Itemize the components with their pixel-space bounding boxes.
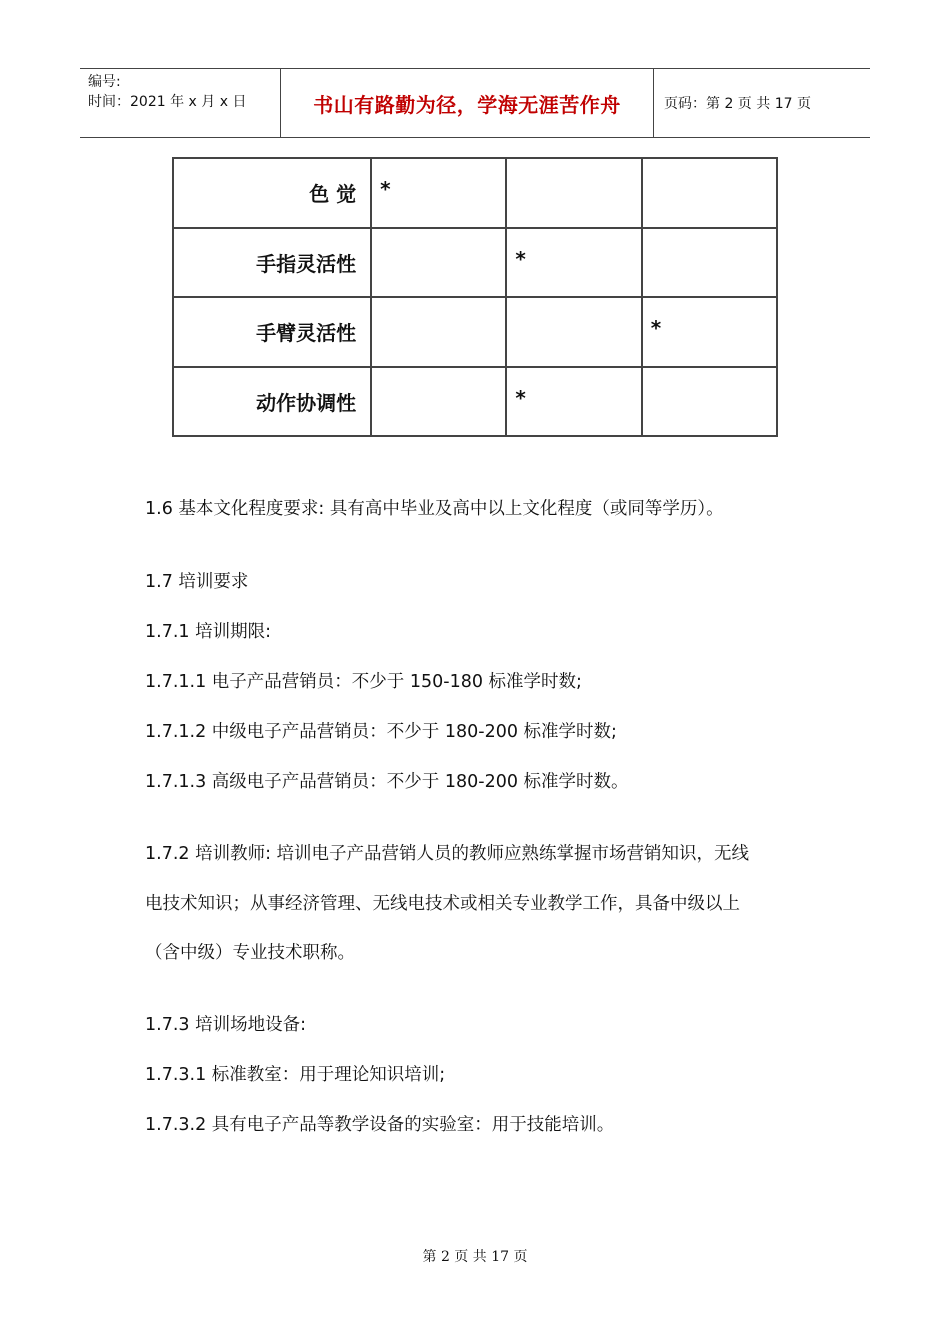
- header-page-info: 页码：第 2 页 共 17 页: [664, 96, 811, 112]
- table-cell: [642, 158, 777, 228]
- table-cell: [642, 228, 777, 298]
- table-cell: [371, 228, 506, 298]
- paragraph-education-requirement: 1.6 基本文化程度要求: 具有高中毕业及高中以上文化程度（或同等学历）。: [145, 499, 724, 519]
- table-row: [173, 158, 777, 228]
- ability-requirements-table: [172, 157, 778, 437]
- page-footer: 第 2 页 共 17 页: [422, 1249, 528, 1265]
- row-label: 手臂灵活性: [173, 297, 371, 367]
- page-header: [80, 68, 870, 138]
- header-motto-cell: [281, 69, 654, 137]
- table-cell: [371, 297, 506, 367]
- paragraph-period-basic: 1.7.1.1 电子产品营销员：不少于 150-180 标准学时数;: [145, 672, 582, 692]
- row-label: 手指灵活性: [173, 228, 371, 298]
- table-cell: [506, 158, 641, 228]
- heading-training-period: 1.7.1 培训期限:: [145, 622, 271, 642]
- table-row: [173, 297, 777, 367]
- paragraph-facility-laboratory: 1.7.3.2 具有电子产品等教学设备的实验室：用于技能培训。: [145, 1115, 615, 1135]
- paragraph-period-advanced: 1.7.1.3 高级电子产品营销员：不少于 180-200 标准学时数。: [145, 772, 629, 792]
- table-cell: [506, 297, 641, 367]
- paragraph-period-intermediate: 1.7.1.2 中级电子产品营销员：不少于 180-200 标准学时数;: [145, 722, 617, 742]
- row-label: 动作协调性: [173, 367, 371, 437]
- table-cell: [371, 367, 506, 437]
- table-cell: *: [506, 367, 641, 437]
- paragraph-facility-classroom: 1.7.3.1 标准教室：用于理论知识培训;: [145, 1065, 446, 1085]
- paragraph-teachers-line3: （含中级）专业技术职称。: [145, 943, 355, 963]
- paragraph-teachers-line2: 电技术知识；从事经济管理、无线电技术或相关专业教学工作，具备中级以上: [145, 894, 740, 914]
- header-motto: 书山有路勤为径，学海无涯苦作舟: [313, 92, 621, 117]
- heading-training-requirements: 1.7 培训要求: [145, 572, 249, 592]
- table-row: [173, 228, 777, 298]
- table-row: [173, 367, 777, 437]
- table-cell: [642, 367, 777, 437]
- paragraph-teachers-line1: 1.7.2 培训教师: 培训电子产品营销人员的教师应熟练掌握市场营销知识，无线: [145, 844, 750, 864]
- table-cell: *: [506, 228, 641, 298]
- document-number-label: 编号:: [88, 74, 121, 90]
- heading-training-facilities: 1.7.3 培训场地设备:: [145, 1015, 306, 1035]
- table-cell: *: [642, 297, 777, 367]
- document-time-label: 时间：2021 年 x 月 x 日: [88, 94, 247, 110]
- header-meta: [80, 69, 281, 137]
- row-label: 色 觉: [173, 158, 371, 228]
- table-cell: *: [371, 158, 506, 228]
